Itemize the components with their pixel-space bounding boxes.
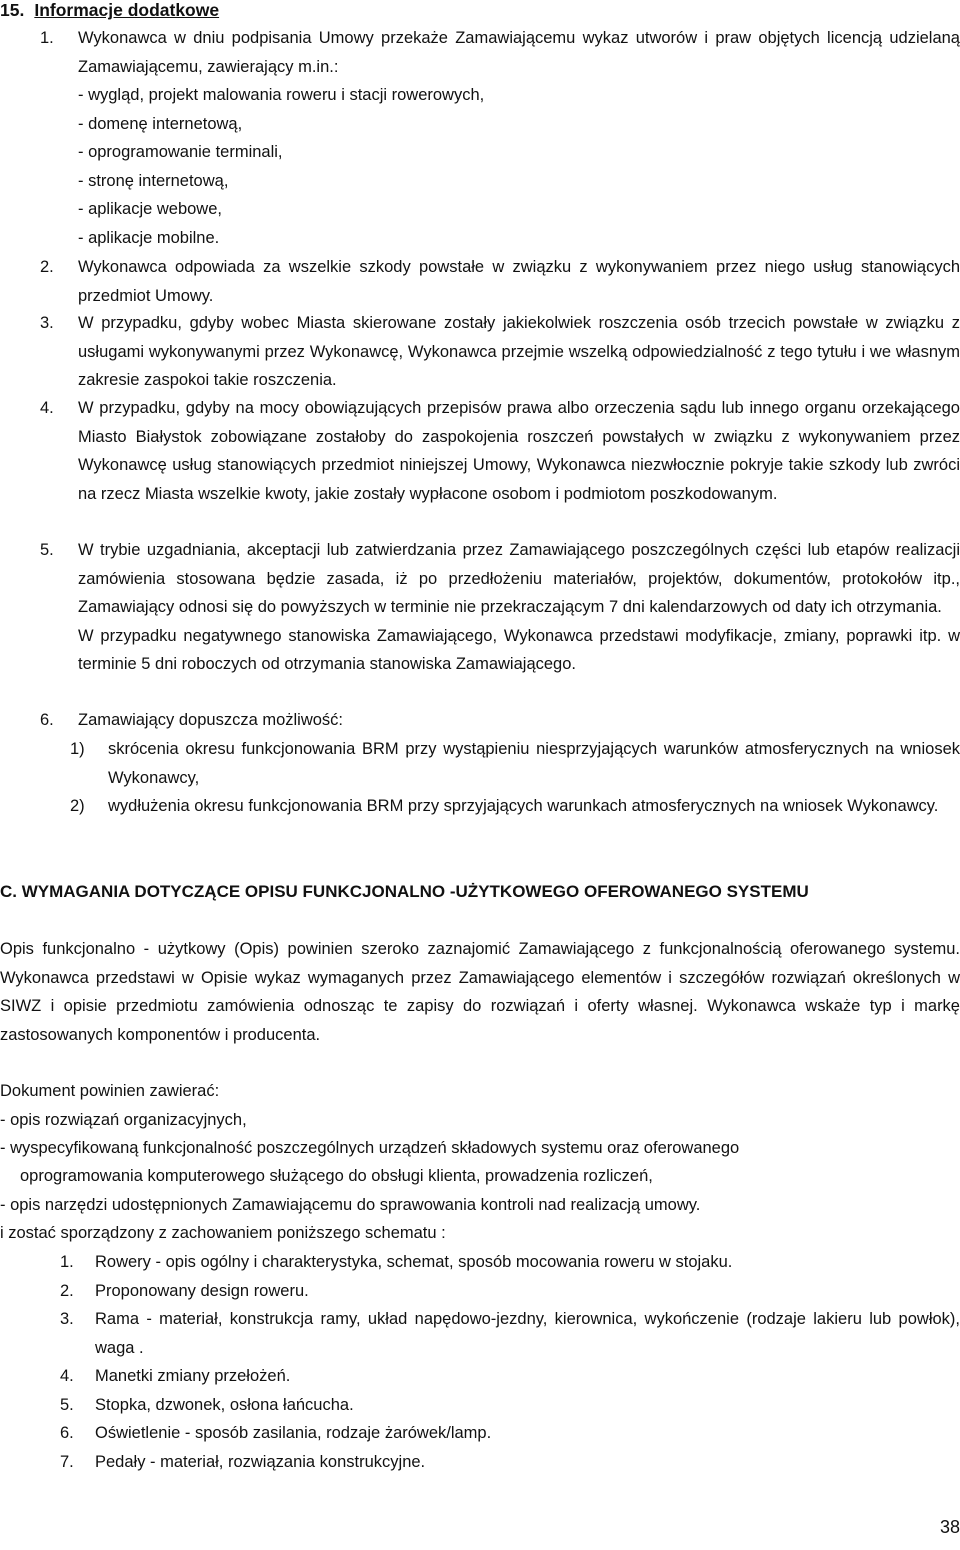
section-number: 15. <box>0 0 25 20</box>
list-item <box>40 536 960 679</box>
sub-item-text: skrócenia okresu funkcjonowania BRM przy wystąpieniu niesprzyjających warunków atmosferycznych na wniosek Wykonawcy, <box>108 740 960 787</box>
item-text: W przypadku, gdyby wobec Miasta skierowane zostały jakiekolwiek roszczenia osób trzecich powstałe w związku z usługami wykonywanymi przez Wykonawcę, Wykonawca przejmie wszelką odpowiedzialność z tego tytułu i we własnym zakresie zaspokoi takie roszczenia. <box>78 314 960 389</box>
item-text: Wykonawca odpowiada za wszelkie szkody powstałe w związku z wykonywaniem przez niego usług stanowiących przedmiot Umowy. <box>78 258 960 305</box>
item-number: 4. <box>40 399 54 417</box>
sub-item-number: 1) <box>70 740 85 758</box>
schema-item-text: Stopka, dzwonek, osłona łańcucha. <box>95 1395 354 1414</box>
schema-item-text: Proponowany design roweru. <box>95 1281 309 1300</box>
list-item <box>40 394 960 508</box>
item-text-continued: W przypadku negatywnego stanowiska Zamawiającego, Wykonawca przedstawi modyfikacje, zmiany, poprawki itp. w terminie 5 dni roboczych od otrzymania stanowiska Zamawiającego. <box>78 626 960 673</box>
schema-item-text: Oświetlenie - sposób zasilania, rodzaje żarówek/lamp. <box>95 1424 492 1442</box>
list-item <box>40 24 960 252</box>
list-item <box>40 309 960 395</box>
item-text: Zamawiający dopuszcza możliwość: <box>78 711 344 729</box>
schema-list <box>60 1248 960 1476</box>
schema-item-number: 1. <box>60 1253 74 1271</box>
section-title <box>0 0 219 25</box>
schema-item-text: Rama - materiał, konstrukcja ramy, układ napędowo-jezdny, kierownica, wykończenie (rodzaje lakieru lub powłok), waga . <box>95 1310 960 1357</box>
item-text: W przypadku, gdyby na mocy obowiązujących przepisów prawa albo orzeczenia sądu lub innego organu orzekającego Miasto Białystok zobowiązane zostałoby do zaspokojenia roszczeń powstałych w związku z wykonywaniem przez Wykonawcę usług stanowiących przedmiot niniejszej Umowy, Wykonawca niezwłocznie pokryje takie szkody lub zwróci na rzecz Miasta wszelkie kwoty, jakie zostały wypłacone osobom i podmiotom poszkodowanym. <box>78 399 960 503</box>
dash-item: - wygląd, projekt malowania roweru i stacji rowerowych, <box>78 86 485 104</box>
schema-item <box>60 1391 960 1420</box>
item-number: 2. <box>40 258 54 276</box>
schema-item-number: 7. <box>60 1452 74 1471</box>
schema-item-number: 5. <box>60 1395 74 1414</box>
schema-item-number: 2. <box>60 1281 74 1300</box>
heading-c: C. WYMAGANIA DOTYCZĄCE OPISU FUNKCJONALNO -UŻYTKOWEGO OFEROWANEGO SYSTEMU <box>0 882 809 901</box>
schema-item <box>60 1448 960 1477</box>
schema-item-number: 3. <box>60 1310 74 1328</box>
schema-item <box>60 1362 960 1391</box>
dash-item: - aplikacje mobilne. <box>78 228 220 247</box>
dash-item: - opis rozwiązań organizacyjnych, <box>0 1111 247 1129</box>
schema-item <box>60 1305 960 1362</box>
dash-item: - wyspecyfikowaną funkcjonalność poszczególnych urządzeń składowych systemu oraz oferowanego <box>0 1139 740 1157</box>
schema-item-number: 6. <box>60 1424 74 1442</box>
intro-paragraph: Opis funkcjonalno - użytkowy (Opis) powinien szeroko zaznajomić Zamawiającego z funkcjonalnością oferowanego systemu. Wykonawca przedstawi w Opisie wykaz wymaganych przez Zamawiającego elementów i szczegółów rozwiązań określonych w SIWZ i opisie przedmiotu zamówienia odnosząc te zapisy do rozwiązań i oferty własnej. Wykonawca wskaże typ i markę zastosowanych komponentów i producenta. <box>0 940 960 1044</box>
item-number: 1. <box>40 29 54 47</box>
sub-item-number: 2) <box>70 797 85 815</box>
schema-item-text: Rowery - opis ogólny i charakterystyka, schemat, sposób mocowania roweru w stojaku. <box>95 1253 733 1271</box>
section-title-text: Informacje dodatkowe <box>34 0 220 20</box>
item-text: W trybie uzgadniania, akceptacji lub zatwierdzania przez Zamawiającego poszczególnych części lub etapów realizacji zamówienia stosowana będzie zasada, iż po przedłożeniu materiałów, projektów, dokumentów, protokołów itp., Zamawiający odnosi się do powyższych w terminie nie przekraczającym 7 dni kalendarzowych od daty ich otrzymania. <box>78 541 960 616</box>
schema-item <box>60 1419 960 1448</box>
item-number: 3. <box>40 314 54 332</box>
dash-item: - stronę internetową, <box>78 171 229 190</box>
item-text: Wykonawca w dniu podpisania Umowy przekaże Zamawiającemu wykaz utworów i praw objętych licencją udzielaną Zamawiającemu, zawierający m.in.: <box>78 29 960 76</box>
schema-item <box>60 1277 960 1306</box>
list-item <box>40 253 960 310</box>
sub-list-item <box>70 792 960 821</box>
dash-item: - opis narzędzi udostępnionych Zamawiającemu do sprawowania kontroli nad realizacją umowy. <box>0 1196 701 1214</box>
dash-item: - aplikacje webowe, <box>78 200 222 218</box>
dash-item: - oprogramowanie terminali, <box>78 143 283 161</box>
schema-intro: i zostać sporządzony z zachowaniem poniższego schematu : <box>0 1224 446 1242</box>
schema-item-text: Pedały - materiał, rozwiązania konstrukcyjne. <box>95 1452 426 1471</box>
item-number: 6. <box>40 711 54 729</box>
document-contain-label: Dokument powinien zawierać: <box>0 1082 220 1100</box>
schema-item-number: 4. <box>60 1367 74 1385</box>
dash-item-continued: oprogramowania komputerowego służącego do obsługi klienta, prowadzenia rozliczeń, <box>20 1167 653 1185</box>
list-item <box>40 706 960 735</box>
schema-item-text: Manetki zmiany przełożeń. <box>95 1367 291 1385</box>
sub-item-text: wydłużenia okresu funkcjonowania BRM przy sprzyjających warunkach atmosferycznych na wniosek Wykonawcy. <box>108 797 939 815</box>
page-number: 38 <box>939 1517 960 1537</box>
dash-item: - domenę internetową, <box>78 114 243 133</box>
sub-list-item <box>70 735 960 792</box>
item-number: 5. <box>40 541 54 559</box>
schema-item <box>60 1248 960 1277</box>
